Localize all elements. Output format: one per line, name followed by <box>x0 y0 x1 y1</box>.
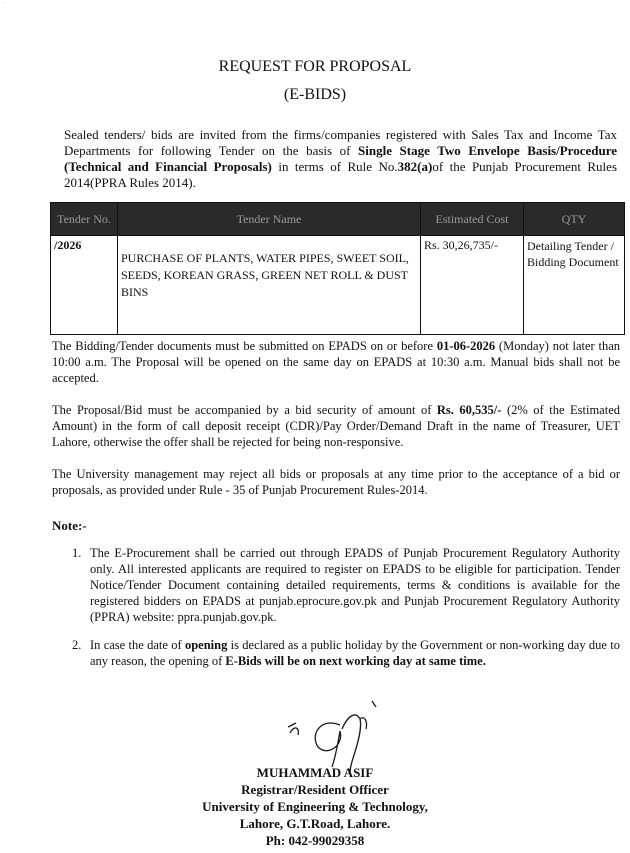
header-qty: QTY <box>524 203 625 236</box>
note-item-2 <box>72 637 620 669</box>
page-title: REQUEST FOR PROPOSAL <box>218 58 412 75</box>
note-item-1-text: The E-Procurement shall be carried out through EPADS of Punjab Procurement Regulatory Authority only. All interested applicants are required to register on EPADS to be eligible for participation. Tender Notice/Tender Document containing detailed requirements, terms & conditions is available for the registered bidders on EPADS at punjab.eprocure.gov.pk and Punjab Procurement Regulatory Authority (PPRA) website: ppra.punjab.gov.pk. <box>90 546 620 624</box>
signatory-phone: Ph: 042-99029358 <box>265 833 365 848</box>
cell-estimated-cost: Rs. 30,26,735/- <box>421 236 524 335</box>
para2-text-2: (2% of the Estimated Amount) in the form of call deposit receipt (CDR)/Pay Order/Demand Draft in the name of Treasurer, UET Lahore, otherwise the offer shall be rejected for being non-responsive. <box>52 403 621 449</box>
note-item-2-text-2: is declared as a public holiday by the Government or non-working day due to any reason, the opening of <box>90 638 620 668</box>
header-tender-no: Tender No. <box>51 203 118 236</box>
intro-bold-1: Single Stage Two Envelope Basis/Procedure (Technical and Financial Proposals) <box>64 143 618 174</box>
header-estimated-cost: Estimated Cost <box>421 203 524 236</box>
submission-paragraph <box>52 338 620 386</box>
note-heading: Note:- <box>52 518 87 533</box>
intro-text-1: Sealed tenders/ bids are invited from the firms/companies registered with Sales Tax and Income Tax Departments for following Tender on the basis of <box>64 127 617 158</box>
note-item-2-bold-1: opening <box>184 638 228 652</box>
intro-paragraph <box>64 127 617 191</box>
table-row <box>51 236 625 335</box>
header-tender-name: Tender Name <box>118 203 421 236</box>
para1-text-1: The Bidding/Tender documents must be submitted on EPADS on or before <box>52 339 437 353</box>
intro-text-3: of the Punjab Procurement Rules 2014(PPRA Rules 2014). <box>64 159 618 190</box>
para1-text-2: (Monday) not later than 10:00 a.m. The Proposal will be opened on the same day on EPADS at 10:30 a.m. Manual bids shall not be accepted. <box>52 339 621 385</box>
note-item-1 <box>72 545 620 625</box>
corner-mark: · <box>2 0 4 6</box>
page-subtitle: (E-BIDS) <box>283 86 347 103</box>
signatory-designation: Registrar/Resident Officer <box>241 782 389 797</box>
cell-tender-name: PURCHASE OF PLANTS, WATER PIPES, SWEET SOIL, SEEDS, KOREAN GRASS, GREEN NET ROLL & DUST BINS <box>118 236 421 335</box>
intro-bold-2: 382(a) <box>397 159 433 174</box>
tender-table <box>50 202 625 335</box>
table-header-row <box>51 203 625 236</box>
intro-text-2: in terms of Rule No. <box>271 159 398 174</box>
para2-text-1: The Proposal/Bid must be accompanied by a bid security of amount of <box>52 403 437 417</box>
note-item-2-bold-2: E-Bids will be on next working day at same time. <box>225 654 486 668</box>
signatory-organization: University of Engineering & Technology, <box>202 799 428 814</box>
rejection-paragraph: The University management may reject all bids or proposals at any time prior to the acceptance of a bid or proposals, as provided under Rule - 35 of Punjab Procurement Rules-2014. <box>52 467 620 497</box>
signatory-name: MUHAMMAD ASIF <box>256 765 374 780</box>
para1-bold-date: 01-06-2026 <box>436 339 496 353</box>
note-item-2-text <box>90 637 620 669</box>
handwritten-signature <box>280 695 390 775</box>
note-item-1-number: 1. <box>72 546 82 560</box>
cell-qty: Detailing Tender / Bidding Document <box>524 236 625 335</box>
cell-tender-no: /2026 <box>51 236 118 335</box>
bid-security-paragraph <box>52 402 620 450</box>
note-item-2-number: 2. <box>72 638 82 652</box>
para2-bold-amount: Rs. 60,535/- <box>436 403 502 417</box>
note-item-2-text-1: In case the date of <box>90 638 185 652</box>
signatory-address: Lahore, G.T.Road, Lahore. <box>239 816 391 831</box>
